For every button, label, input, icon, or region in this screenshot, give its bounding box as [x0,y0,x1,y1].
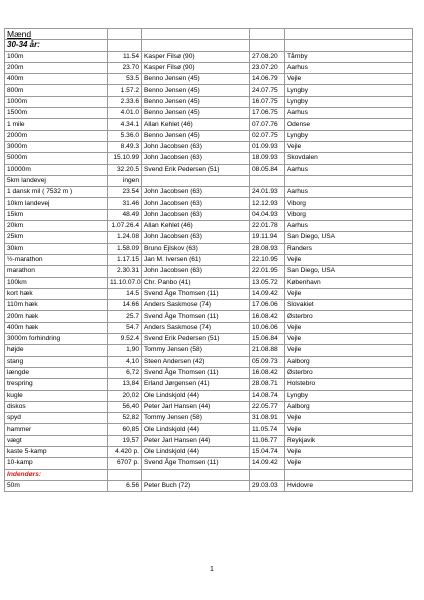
result-cell: 1.58.09 [108,243,142,254]
event-cell: diskos [5,401,108,412]
event-cell: 400m [5,74,108,85]
athlete-cell: Steen Andersen (42) [142,356,250,367]
date-cell: 16.07.75 [250,96,285,107]
table-row [5,277,413,288]
table-row [5,96,413,107]
event-cell: 110m hæk [5,300,108,311]
date-cell: 21.08.88 [250,345,285,356]
date-cell: 15.04.74 [250,446,285,457]
athlete-cell: Chr. Panbo (41) [142,277,250,288]
indoor-row [5,480,413,491]
table-row [5,458,413,469]
athlete-cell: Jan M. Iversen (61) [142,254,250,265]
result-cell: 8.49.3 [108,141,142,152]
result-cell: 32.20.5 [108,164,142,175]
athlete-cell: Tommy Jensen (58) [142,345,250,356]
event-cell: 50m [5,480,108,491]
venue-cell: Østerbro [285,311,413,322]
athlete-cell: John Jacobsen (63) [142,153,250,164]
result-cell: 52,82 [108,413,142,424]
venue-cell: Østerbro [285,367,413,378]
result-cell: 9.52.4 [108,334,142,345]
table-row [5,232,413,243]
date-cell: 22.01.95 [250,266,285,277]
event-cell: 5km landevej [5,175,108,186]
table-row [5,334,413,345]
venue-cell [285,175,413,186]
event-cell: 1 dansk mil ( 7532 m ) [5,187,108,198]
result-cell: 4.420 p. [108,446,142,457]
venue-cell: Randers [285,243,413,254]
records-sheet [4,28,412,492]
date-cell: 02.07.75 [250,130,285,141]
table-row [5,130,413,141]
athlete-cell: Kasper Filsø (90) [142,62,250,73]
event-cell: 400m hæk [5,322,108,333]
result-cell: 2.33.6 [108,96,142,107]
table-row [5,345,413,356]
date-cell: 24.07.75 [250,85,285,96]
table-row [5,153,413,164]
athlete-cell: John Jacobsen (63) [142,232,250,243]
date-cell: 04.04.93 [250,209,285,220]
venue-cell: Lyngby [285,130,413,141]
result-cell: 14.66 [108,300,142,311]
event-cell: 3000m forhindring [5,334,108,345]
venue-cell: Viborg [285,198,413,209]
venue-cell: Lyngby [285,85,413,96]
event-cell: 1000m [5,96,108,107]
result-cell: 5.36.0 [108,130,142,141]
result-cell: 20,02 [108,390,142,401]
table-row [5,187,413,198]
athlete-cell: Benno Jensen (45) [142,108,250,119]
athlete-cell: Anders Saskmose (74) [142,322,250,333]
athlete-cell: Allan Kehlet (46) [142,119,250,130]
date-cell: 19.11.94 [250,232,285,243]
venue-cell: Aarhus [285,221,413,232]
athlete-cell: Peter Buch (72) [142,480,250,491]
table-row [5,446,413,457]
athlete-cell: Erland Jørgensen (41) [142,379,250,390]
venue-cell: Slovakiet [285,300,413,311]
event-cell: 5000m [5,153,108,164]
athlete-cell: John Jacobsen (63) [142,266,250,277]
venue-cell: Skovdalen [285,153,413,164]
venue-cell: Lyngby [285,96,413,107]
result-cell: 6707 p. [108,458,142,469]
table-row [5,243,413,254]
table-row [5,51,413,62]
date-cell: 28.08.71 [250,379,285,390]
records-table [4,28,413,492]
venue-cell: Vejle [285,446,413,457]
event-cell: 25km [5,232,108,243]
venue-cell: Vejle [285,345,413,356]
table-row [5,413,413,424]
venue-cell: Vejle [285,288,413,299]
table-row [5,221,413,232]
event-cell: 2000m [5,130,108,141]
date-cell: 17.06.75 [250,108,285,119]
result-cell: 23.70 [108,62,142,73]
event-cell: kort hæk [5,288,108,299]
date-cell: 27.08.20 [250,51,285,62]
date-cell: 23.07.20 [250,62,285,73]
table-row [5,198,413,209]
date-cell: 12.12.93 [250,198,285,209]
event-cell: 100km [5,277,108,288]
result-cell: 11.54 [108,51,142,62]
date-cell: 11.05.74 [250,424,285,435]
result-cell: 6,72 [108,367,142,378]
result-cell: 11.10.07.0 [108,277,142,288]
subtitle-row [5,40,413,51]
venue-cell: Vejle [285,141,413,152]
venue-cell: Aarhus [285,62,413,73]
result-cell: 48.49 [108,209,142,220]
date-cell: 22.10.95 [250,254,285,265]
date-cell: 01.09.93 [250,141,285,152]
table-row [5,367,413,378]
table-row [5,288,413,299]
result-cell: 19,57 [108,435,142,446]
date-cell: 14.08.74 [250,390,285,401]
date-cell: 13.05.72 [250,277,285,288]
age-group-heading: 30-34 år: [5,40,108,51]
event-cell: kaste 5-kamp [5,446,108,457]
athlete-cell: Svend Åge Thomsen (11) [142,458,250,469]
result-cell: 4.34.1 [108,119,142,130]
date-cell: 28.08.93 [250,243,285,254]
result-cell: 2.30.31 [108,266,142,277]
athlete-cell: Allan Kehlet (46) [142,221,250,232]
date-cell: 24.01.93 [250,187,285,198]
event-cell: 10000m [5,164,108,175]
result-cell: 15.10.99 [108,153,142,164]
athlete-cell: John Jacobsen (63) [142,198,250,209]
table-row [5,390,413,401]
athlete-cell: Svend Åge Thomsen (11) [142,367,250,378]
athlete-cell: Tommy Jensen (58) [142,413,250,424]
event-cell: hammer [5,424,108,435]
date-cell: 16.08.42 [250,367,285,378]
venue-cell: Vejle [285,334,413,345]
venue-cell: Aalborg [285,356,413,367]
venue-cell: Aarhus [285,108,413,119]
event-cell: stang [5,356,108,367]
date-cell: 18.09.93 [250,153,285,164]
table-row [5,209,413,220]
venue-cell: Vejle [285,424,413,435]
event-cell: 10-kamp [5,458,108,469]
athlete-cell: Peter Jarl Hansen (44) [142,401,250,412]
event-cell: 20km [5,221,108,232]
date-cell: 08.05.84 [250,164,285,175]
venue-cell: San Diego, USA [285,232,413,243]
date-cell: 05.09.73 [250,356,285,367]
table-row [5,254,413,265]
event-cell: spyd [5,413,108,424]
result-cell: 1,90 [108,345,142,356]
athlete-cell: Svend Åge Thomsen (11) [142,311,250,322]
venue-cell: Aarhus [285,187,413,198]
event-cell: ½-marathon [5,254,108,265]
result-cell: 4,10 [108,356,142,367]
table-row [5,108,413,119]
event-cell: længde [5,367,108,378]
result-cell: 60,85 [108,424,142,435]
result-cell: 25.7 [108,311,142,322]
table-row [5,85,413,96]
event-cell: 200m [5,62,108,73]
page-number: 1 [210,566,214,573]
event-cell: 200m hæk [5,311,108,322]
event-cell: 100m [5,51,108,62]
athlete-cell: Benno Jensen (45) [142,96,250,107]
table-row [5,175,413,186]
result-cell: 14.5 [108,288,142,299]
result-cell: 1.57.2 [108,85,142,96]
table-row [5,322,413,333]
date-cell: 10.06.06 [250,322,285,333]
table-row [5,266,413,277]
table-row [5,401,413,412]
result-cell: 13,84 [108,379,142,390]
venue-cell: Vejle [285,322,413,333]
result-cell: 23.54 [108,187,142,198]
result-cell: 31.46 [108,198,142,209]
result-cell: 53.5 [108,74,142,85]
date-cell: 22.01.78 [250,221,285,232]
date-cell: 11.06.77 [250,435,285,446]
athlete-cell: Bruno Ejlskov (63) [142,243,250,254]
venue-cell: Aarhus [285,164,413,175]
result-cell: 56,40 [108,401,142,412]
athlete-cell: Benno Jensen (45) [142,130,250,141]
title-row [5,29,413,40]
event-cell: 15km [5,209,108,220]
event-cell: vægt [5,435,108,446]
result-cell: 1.24.08 [108,232,142,243]
date-cell: 31.08.91 [250,413,285,424]
result-cell: 1.07.26.4 [108,221,142,232]
venue-cell: Tårnby [285,51,413,62]
date-cell: 14.09.42 [250,288,285,299]
venue-cell: Odense [285,119,413,130]
venue-cell: Hvidovre [285,480,413,491]
athlete-cell: Benno Jensen (45) [142,74,250,85]
event-cell: 3000m [5,141,108,152]
table-row [5,311,413,322]
event-cell: 1 mile [5,119,108,130]
athlete-cell: Svend Erik Pedersen (51) [142,164,250,175]
date-cell: 16.08.42 [250,311,285,322]
venue-cell: Viborg [285,209,413,220]
indoor-heading: Indendørs: [5,469,108,480]
table-row [5,141,413,152]
event-cell: trespring [5,379,108,390]
athlete-cell: Svend Åge Thomsen (11) [142,288,250,299]
venue-cell: Holstebro [285,379,413,390]
event-cell: højde [5,345,108,356]
date-cell: 15.06.84 [250,334,285,345]
date-cell: 07.07.76 [250,119,285,130]
result-cell: 4.01.0 [108,108,142,119]
table-row [5,74,413,85]
athlete-cell: Ole Lindskjold (44) [142,446,250,457]
venue-cell: Vejle [285,254,413,265]
athlete-cell: John Jacobsen (63) [142,187,250,198]
athlete-cell: Ole Lindskjold (44) [142,390,250,401]
table-row [5,62,413,73]
result-cell: 54.7 [108,322,142,333]
athlete-cell: Kasper Filsø (90) [142,51,250,62]
table-row [5,164,413,175]
athlete-cell: John Jacobsen (63) [142,209,250,220]
athlete-cell: Ole Lindskjold (44) [142,424,250,435]
venue-cell: San Diego, USA [285,266,413,277]
venue-cell: Vejle [285,458,413,469]
table-row [5,379,413,390]
table-row [5,435,413,446]
date-cell: 14.09.42 [250,458,285,469]
athlete-cell: John Jacobsen (63) [142,141,250,152]
event-cell: 30km [5,243,108,254]
indoor-heading-row [5,469,413,480]
athlete-cell: Peter Jarl Hansen (44) [142,435,250,446]
venue-cell: Vejle [285,74,413,85]
date-cell [250,175,285,186]
event-cell: 800m [5,85,108,96]
venue-cell: Vejle [285,413,413,424]
venue-cell: Lyngby [285,390,413,401]
venue-cell: Reykjavik [285,435,413,446]
table-row [5,119,413,130]
result-cell: ingen [108,175,142,186]
date-cell: 14.06.79 [250,74,285,85]
event-cell: kugle [5,390,108,401]
venue-cell: København [285,277,413,288]
table-row [5,356,413,367]
table-row [5,300,413,311]
event-cell: 1500m [5,108,108,119]
date-cell: 22.05.77 [250,401,285,412]
event-cell: 10km landevej [5,198,108,209]
table-row [5,424,413,435]
page-title: Mænd [5,29,108,40]
athlete-cell: Svend Erik Pedersen (51) [142,334,250,345]
athlete-cell: Benno Jensen (45) [142,85,250,96]
venue-cell: Aalborg [285,401,413,412]
result-cell: 1.17.15 [108,254,142,265]
date-cell: 17.06.06 [250,300,285,311]
athlete-cell: Anders Saskmose (74) [142,300,250,311]
event-cell: marathon [5,266,108,277]
athlete-cell [142,175,250,186]
date-cell: 29.03.03 [250,480,285,491]
result-cell: 6.56 [108,480,142,491]
